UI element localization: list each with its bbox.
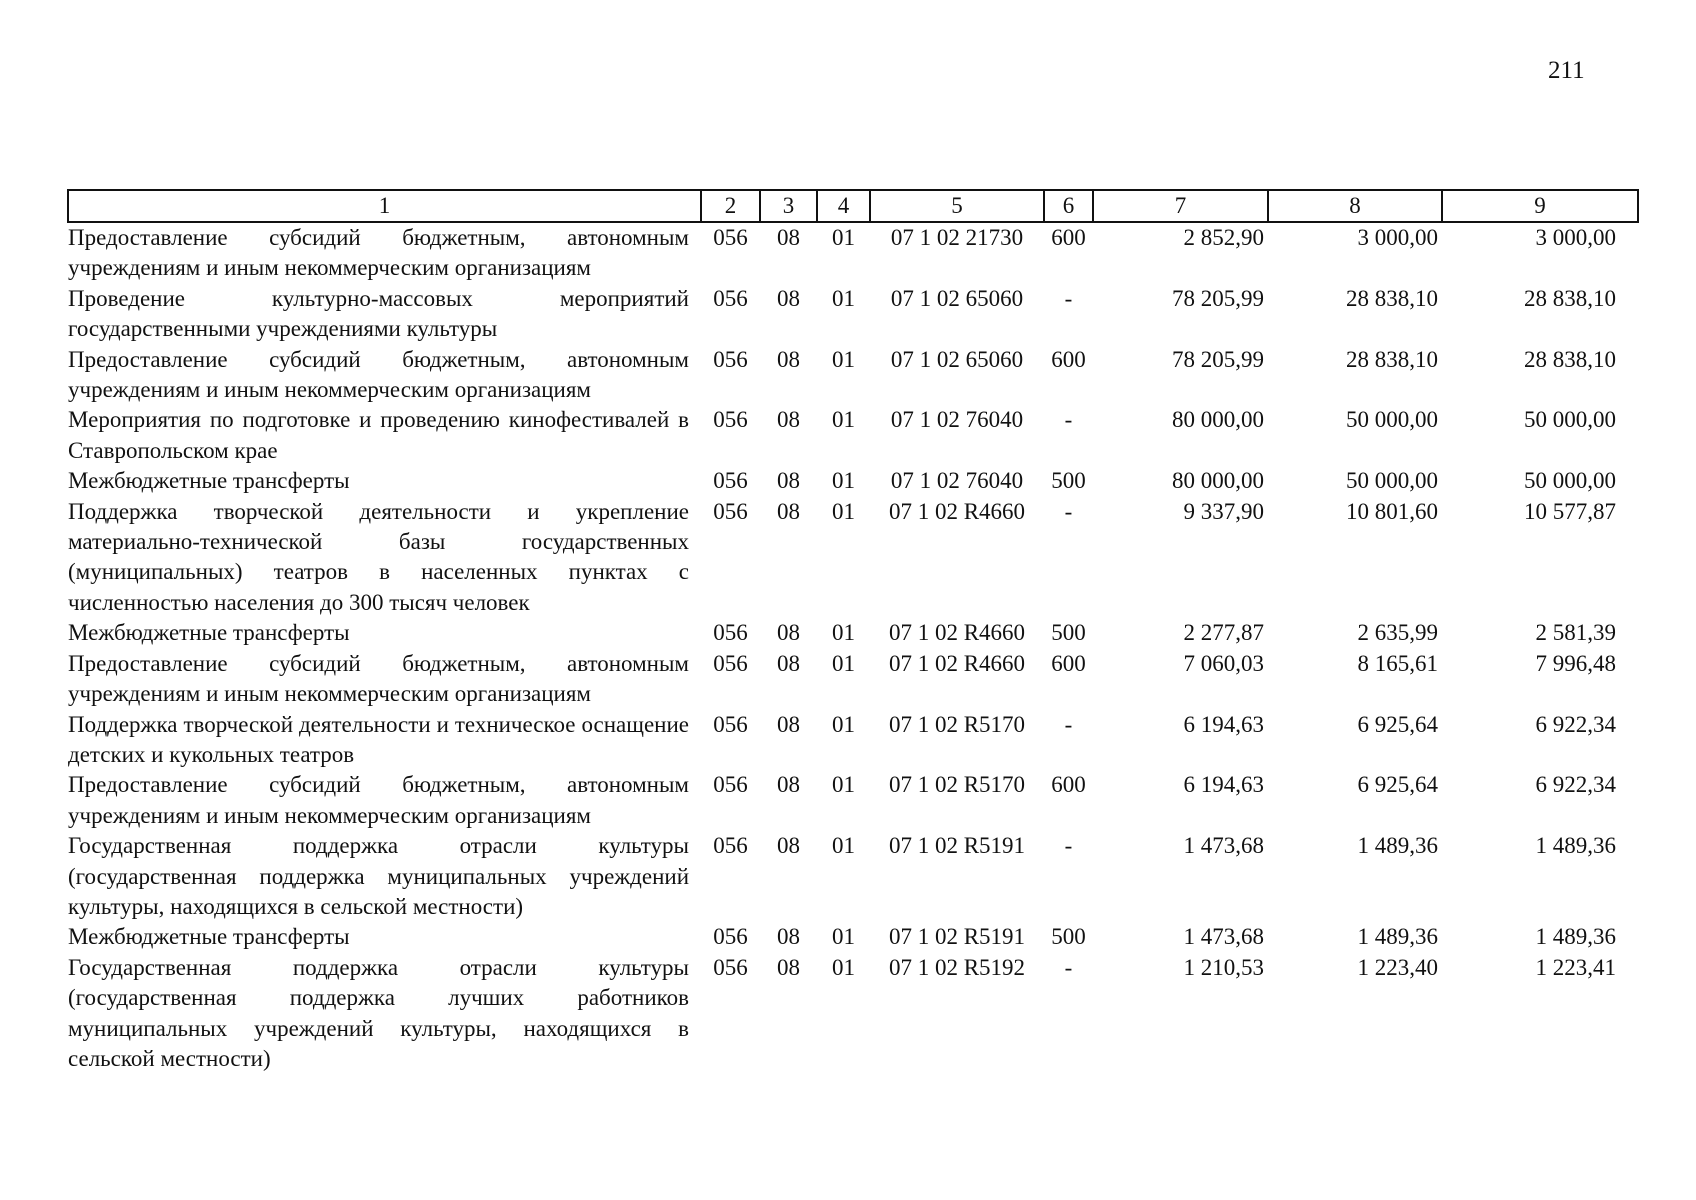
code-cell: 08 <box>777 833 800 859</box>
code-cell: 056 <box>713 498 748 524</box>
code-cell: 07 1 02 R5170 <box>888 711 1026 737</box>
code-cell: - <box>1064 954 1073 980</box>
column-header: 4 <box>817 190 870 222</box>
code-cell: 056 <box>713 407 748 433</box>
row-name-cell: Межбюджетные трансферты <box>68 620 350 646</box>
code-cell: 08 <box>777 620 800 646</box>
table-row <box>68 284 1638 345</box>
amount-cell: 2 635,99 <box>1357 620 1438 646</box>
amount-cell: 1 473,68 <box>1183 833 1264 859</box>
table-row <box>68 405 1638 466</box>
row-name-cell: Поддержка творческой деятельности и техническое оснащение детских и кукольных театров <box>68 711 689 767</box>
table-row <box>68 497 1638 619</box>
code-cell: 08 <box>777 407 800 433</box>
code-cell: 01 <box>832 924 855 950</box>
code-cell: 600 <box>1051 225 1086 250</box>
row-name-cell: Предоставление субсидий бюджетным, автономным учреждениям и иным некоммерческим организациям <box>68 225 689 281</box>
code-cell: - <box>1064 285 1073 311</box>
amount-cell: 1 489,36 <box>1357 833 1438 859</box>
code-cell: 500 <box>1051 924 1086 950</box>
code-cell: 07 1 02 76040 <box>890 407 1024 433</box>
table-header-row <box>68 190 1638 222</box>
code-cell: 056 <box>713 650 748 676</box>
amount-cell: 3 000,00 <box>1535 225 1616 250</box>
table-body <box>68 222 1638 1074</box>
code-cell: 056 <box>713 225 748 250</box>
code-cell: - <box>1064 498 1073 524</box>
code-cell: 600 <box>1051 346 1086 372</box>
code-cell: 01 <box>832 833 855 859</box>
code-cell: 07 1 02 65060 <box>890 346 1024 372</box>
row-name-cell: Государственная поддержка отрасли культуры (государственная поддержка муниципальных учреждений культуры, находящихся в сельской местности) <box>68 833 689 919</box>
table-row <box>68 466 1638 496</box>
row-name-cell: Межбюджетные трансферты <box>68 468 350 494</box>
code-cell: 08 <box>777 772 800 798</box>
table-row <box>68 618 1638 648</box>
code-cell: 08 <box>777 346 800 372</box>
amount-cell: 80 000,00 <box>1172 468 1264 494</box>
code-cell: 056 <box>713 468 748 494</box>
column-header: 8 <box>1268 190 1442 222</box>
code-cell: 08 <box>777 711 800 737</box>
table-row <box>68 222 1638 284</box>
code-cell: 07 1 02 R5170 <box>888 772 1026 798</box>
code-cell: - <box>1064 833 1073 859</box>
amount-cell: 2 581,39 <box>1535 620 1616 646</box>
column-header: 3 <box>760 190 817 222</box>
amount-cell: 9 337,90 <box>1183 498 1264 524</box>
amount-cell: 78 205,99 <box>1172 346 1264 372</box>
code-cell: 07 1 02 65060 <box>890 285 1024 311</box>
column-header: 9 <box>1442 190 1638 222</box>
code-cell: 01 <box>832 498 855 524</box>
code-cell: 07 1 02 R5191 <box>888 924 1026 950</box>
code-cell: 08 <box>777 225 800 250</box>
amount-cell: 10 801,60 <box>1346 498 1438 524</box>
code-cell: 056 <box>713 772 748 798</box>
table-row <box>68 831 1638 922</box>
code-cell: 08 <box>777 650 800 676</box>
table-row <box>68 922 1638 952</box>
amount-cell: 6 922,34 <box>1535 711 1616 737</box>
code-cell: 600 <box>1051 650 1086 676</box>
table-row <box>68 953 1638 1075</box>
amount-cell: 1 473,68 <box>1183 924 1264 950</box>
row-name-cell: Проведение культурно-массовых мероприятий государственными учреждениями культуры <box>68 285 689 342</box>
row-name-cell: Государственная поддержка отрасли культуры (государственная поддержка лучших работников муниципальных учреждений культуры, находящихся в сельской местности) <box>68 954 689 1071</box>
amount-cell: 1 223,40 <box>1357 954 1438 980</box>
row-name-cell: Предоставление субсидий бюджетным, автономным учреждениям и иным некоммерческим организациям <box>68 346 689 403</box>
amount-cell: 6 925,64 <box>1357 711 1438 737</box>
column-header: 5 <box>870 190 1044 222</box>
amount-cell: 1 489,36 <box>1535 924 1616 950</box>
code-cell: 056 <box>713 346 748 372</box>
table-row <box>68 710 1638 771</box>
code-cell: 01 <box>832 620 855 646</box>
amount-cell: 2 277,87 <box>1183 620 1264 646</box>
amount-cell: 50 000,00 <box>1346 407 1438 433</box>
code-cell: 01 <box>832 346 855 372</box>
code-cell: 01 <box>832 954 855 980</box>
amount-cell: 6 922,34 <box>1535 772 1616 798</box>
code-cell: 07 1 02 R5191 <box>888 833 1026 859</box>
amount-cell: 3 000,00 <box>1357 225 1438 250</box>
amount-cell: 6 194,63 <box>1183 772 1264 798</box>
row-name-cell: Межбюджетные трансферты <box>68 924 350 950</box>
code-cell: 056 <box>713 954 748 980</box>
amount-cell: 10 577,87 <box>1524 498 1616 524</box>
code-cell: 056 <box>713 833 748 859</box>
row-name-cell: Мероприятия по подготовке и проведению кинофестивалей в Ставропольском крае <box>68 407 689 463</box>
code-cell: 07 1 02 R4660 <box>888 498 1026 524</box>
amount-cell: 28 838,10 <box>1524 346 1616 372</box>
code-cell: 500 <box>1051 468 1086 494</box>
code-cell: 07 1 02 21730 <box>890 225 1024 250</box>
amount-cell: 1 223,41 <box>1535 954 1616 980</box>
amount-cell: 7 060,03 <box>1183 650 1264 676</box>
amount-cell: 2 852,90 <box>1183 225 1264 250</box>
amount-cell: 1 489,36 <box>1357 924 1438 950</box>
row-name-cell: Предоставление субсидий бюджетным, автономным учреждениям и иным некоммерческим организациям <box>68 650 689 707</box>
code-cell: 01 <box>832 711 855 737</box>
code-cell: 01 <box>832 468 855 494</box>
code-cell: 01 <box>832 407 855 433</box>
amount-cell: 50 000,00 <box>1524 468 1616 494</box>
page-number: 211 <box>1548 57 1585 84</box>
code-cell: 056 <box>713 285 748 311</box>
code-cell: 01 <box>832 285 855 311</box>
code-cell: 07 1 02 R4660 <box>888 620 1026 646</box>
amount-cell: 1 210,53 <box>1183 954 1264 980</box>
amount-cell: 6 194,63 <box>1183 711 1264 737</box>
row-name-cell: Поддержка творческой деятельности и укрепление материально-технической базы государственных (муниципальных) театров в населенных пунктах с численностью населения до 300 тысяч человек <box>68 498 689 615</box>
code-cell: 08 <box>777 954 800 980</box>
table-row <box>68 770 1638 831</box>
amount-cell: 50 000,00 <box>1524 407 1616 433</box>
code-cell: 08 <box>777 924 800 950</box>
code-cell: - <box>1064 711 1073 737</box>
amount-cell: 50 000,00 <box>1346 468 1438 494</box>
code-cell: 01 <box>832 650 855 676</box>
budget-table <box>67 189 1639 1074</box>
amount-cell: 8 165,61 <box>1357 650 1438 676</box>
amount-cell: 28 838,10 <box>1346 285 1438 311</box>
code-cell: 01 <box>832 772 855 798</box>
amount-cell: 7 996,48 <box>1535 650 1616 676</box>
amount-cell: 1 489,36 <box>1535 833 1616 859</box>
code-cell: 01 <box>832 225 855 250</box>
amount-cell: 80 000,00 <box>1172 407 1264 433</box>
row-name-cell: Предоставление субсидий бюджетным, автономным учреждениям и иным некоммерческим организациям <box>68 772 689 828</box>
amount-cell: 78 205,99 <box>1172 285 1264 311</box>
code-cell: 08 <box>777 498 800 524</box>
code-cell: 056 <box>713 711 748 737</box>
code-cell: 08 <box>777 468 800 494</box>
amount-cell: 6 925,64 <box>1357 772 1438 798</box>
column-header: 1 <box>68 190 701 222</box>
column-header: 2 <box>701 190 760 222</box>
code-cell: 07 1 02 76040 <box>890 468 1024 494</box>
column-header: 7 <box>1093 190 1268 222</box>
column-header: 6 <box>1044 190 1093 222</box>
code-cell: 600 <box>1051 772 1086 798</box>
code-cell: 056 <box>713 924 748 950</box>
code-cell: 07 1 02 R5192 <box>888 954 1026 980</box>
amount-cell: 28 838,10 <box>1346 346 1438 372</box>
table-row <box>68 649 1638 710</box>
code-cell: - <box>1064 407 1073 433</box>
table-row <box>68 345 1638 406</box>
code-cell: 056 <box>713 620 748 646</box>
amount-cell: 28 838,10 <box>1524 285 1616 311</box>
code-cell: 500 <box>1051 620 1086 646</box>
code-cell: 08 <box>777 285 800 311</box>
code-cell: 07 1 02 R4660 <box>888 650 1026 676</box>
